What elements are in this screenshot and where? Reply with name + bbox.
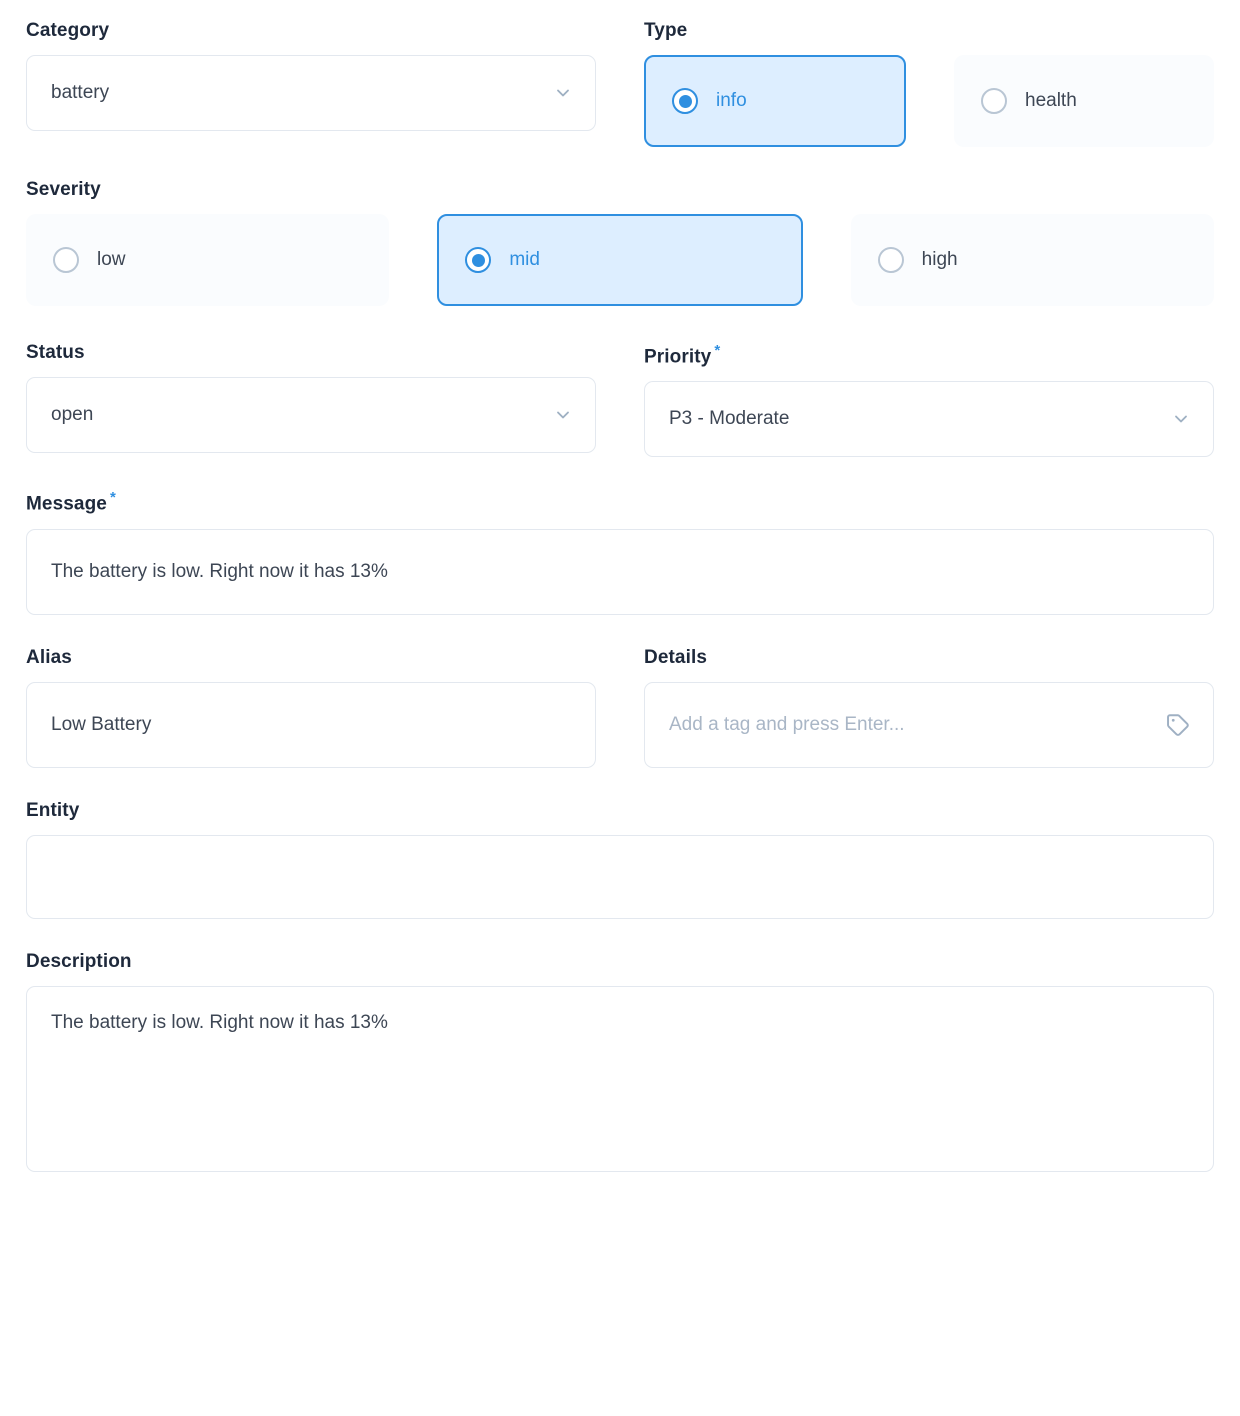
required-marker: *: [714, 342, 721, 359]
chevron-down-icon: [1171, 409, 1191, 429]
severity-option-low-label: low: [97, 249, 126, 270]
message-value: The battery is low. Right now it has 13%: [51, 560, 388, 582]
row-description: [26, 951, 1214, 1172]
details-input[interactable]: [644, 682, 1214, 768]
priority-label-text: Priority: [644, 346, 712, 368]
tag-icon[interactable]: [1165, 712, 1191, 738]
field-type: [644, 20, 1214, 147]
chevron-down-icon: [553, 83, 573, 103]
type-option-health[interactable]: [954, 55, 1214, 147]
description-label: Description: [26, 950, 132, 972]
radio-unselected-icon: [981, 88, 1007, 114]
row-message: [26, 489, 1214, 614]
type-label: Type: [644, 20, 688, 41]
severity-radio-group: [26, 214, 1214, 306]
description-value: The battery is low. Right now it has 13%: [51, 1011, 388, 1033]
priority-select[interactable]: [644, 381, 1214, 457]
field-entity: [26, 800, 1214, 919]
details-placeholder: Add a tag and press Enter...: [669, 713, 905, 735]
details-label: Details: [644, 646, 708, 668]
field-details: [644, 647, 1214, 768]
radio-unselected-icon: [878, 247, 904, 273]
chevron-down-icon: [553, 405, 573, 425]
message-label: [26, 489, 1214, 515]
type-option-health-label: health: [1025, 90, 1077, 111]
radio-unselected-icon: [53, 247, 79, 273]
row-status-priority: [26, 342, 1214, 457]
severity-option-low[interactable]: [26, 214, 389, 306]
severity-label: Severity: [26, 179, 101, 200]
priority-label: [644, 342, 1214, 368]
alias-value: Low Battery: [51, 713, 152, 735]
severity-option-mid[interactable]: [437, 214, 802, 306]
field-status: [26, 342, 596, 457]
row-category-type: [26, 20, 1214, 147]
field-description: [26, 951, 1214, 1172]
entity-input[interactable]: [26, 835, 1214, 919]
field-alias: [26, 647, 596, 768]
severity-option-high-label: high: [921, 249, 958, 270]
field-priority: [644, 342, 1214, 457]
entity-label: Entity: [26, 799, 80, 821]
row-entity: [26, 800, 1214, 919]
type-option-info[interactable]: [644, 55, 906, 147]
description-textarea[interactable]: [26, 986, 1214, 1172]
status-value: open: [51, 404, 94, 425]
category-select[interactable]: [26, 55, 596, 131]
alias-label: Alias: [26, 646, 72, 668]
status-label: Status: [26, 342, 85, 363]
status-select[interactable]: [26, 377, 596, 453]
row-alias-details: [26, 647, 1214, 768]
category-label: Category: [26, 20, 110, 41]
field-category: [26, 20, 596, 147]
severity-option-mid-label: mid: [509, 249, 540, 270]
field-message: [26, 489, 1214, 614]
row-severity: [26, 179, 1214, 306]
required-marker: *: [109, 489, 116, 507]
category-value: battery: [51, 82, 110, 103]
type-option-info-label: info: [716, 90, 747, 111]
severity-option-high[interactable]: [851, 214, 1214, 306]
radio-selected-icon: [672, 88, 698, 114]
message-label-text: Message: [26, 493, 107, 515]
field-severity: [26, 179, 1214, 306]
radio-selected-icon: [465, 247, 491, 273]
alias-input[interactable]: [26, 682, 596, 768]
message-input[interactable]: [26, 529, 1214, 615]
priority-value: P3 - Moderate: [669, 408, 790, 430]
type-radio-group: [644, 55, 1214, 147]
